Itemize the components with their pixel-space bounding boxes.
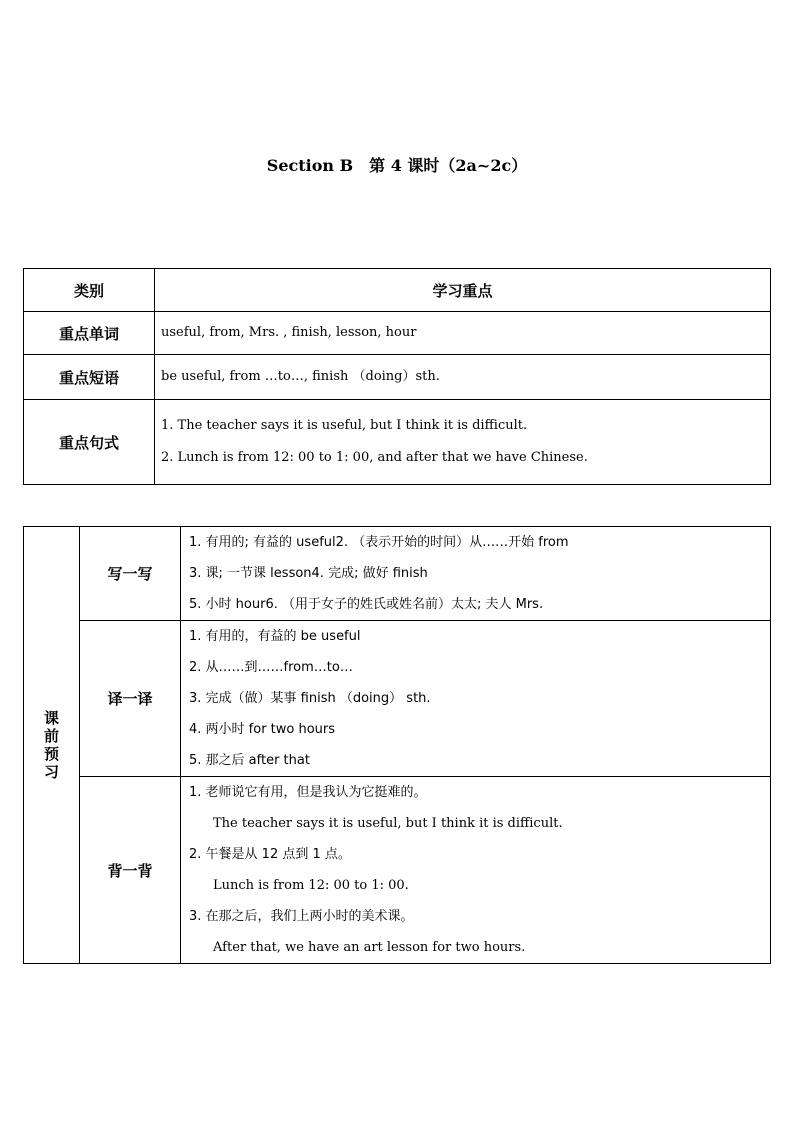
- content-line: 3. 完成（做）某事 finish （doing） sth.: [189, 691, 431, 706]
- row-category: 重点短语: [24, 355, 155, 400]
- content-line: 2. 午餐是从 12 点到 1 点。: [189, 847, 351, 862]
- row-line: 2. Lunch is from 12: 00 to 1: 00, and after that we have Chinese.: [161, 450, 588, 465]
- section-label: 写一写: [80, 527, 181, 621]
- content-line: 5. 小时 hour6. （用于女子的姓氏或姓名前）太太; 夫人 Mrs.: [189, 597, 544, 612]
- side-label-char: 习: [43, 763, 59, 781]
- section-label: 译一译: [80, 621, 181, 777]
- row-line: be useful, from …to…, finish （doing）sth.: [161, 369, 440, 384]
- category-header: 类别: [24, 269, 155, 312]
- content-line: 2. 从……到……from…to…: [189, 660, 353, 675]
- side-label-char: 预: [43, 745, 59, 763]
- content-line: 3. 课; 一节课 lesson4. 完成; 做好 finish: [189, 566, 428, 581]
- content-line: 1. 有用的，有益的 be useful: [189, 629, 361, 644]
- side-label-char: 前: [43, 727, 59, 745]
- content-line: 4. 两小时 for two hours: [189, 722, 336, 737]
- side-label-char: 课: [43, 709, 59, 727]
- row-category: 重点句式: [24, 400, 155, 485]
- section-label: 背一背: [80, 777, 181, 964]
- row-value: [155, 400, 771, 485]
- content-line: 3. 在那之后，我们上两小时的美术课。: [189, 909, 414, 924]
- focus-header: 学习重点: [155, 269, 771, 312]
- content-line: The teacher says it is useful, but I think it is difficult.: [213, 816, 563, 831]
- table-row: [24, 777, 771, 964]
- preview-table: [23, 526, 771, 964]
- content-line: 1. 老师说它有用，但是我认为它挺难的。: [189, 785, 427, 800]
- content-line: 5. 那之后 after that: [189, 753, 310, 768]
- section-content: [181, 777, 771, 964]
- row-value: [155, 312, 771, 355]
- table-row: [24, 527, 771, 621]
- content-line: 1. 有用的; 有益的 useful2. （表示开始的时间）从……开始 from: [189, 535, 569, 550]
- page-title: Section B 第 4 课时（2a~2c）: [266, 156, 528, 175]
- table-row: [24, 355, 771, 400]
- side-label: [24, 527, 80, 964]
- row-line: useful, from, Mrs. , finish, lesson, hour: [161, 325, 417, 340]
- focus-table-header-row: [24, 269, 771, 312]
- table-row: [24, 400, 771, 485]
- row-line: 1. The teacher says it is useful, but I think it is difficult.: [161, 418, 528, 433]
- section-content: [181, 621, 771, 777]
- row-category: 重点单词: [24, 312, 155, 355]
- table-row: [24, 312, 771, 355]
- focus-table: [23, 268, 771, 485]
- content-line: After that, we have an art lesson for two hours.: [213, 940, 526, 955]
- table-row: [24, 621, 771, 777]
- row-value: [155, 355, 771, 400]
- section-content: [181, 527, 771, 621]
- content-line: Lunch is from 12: 00 to 1: 00.: [213, 878, 409, 893]
